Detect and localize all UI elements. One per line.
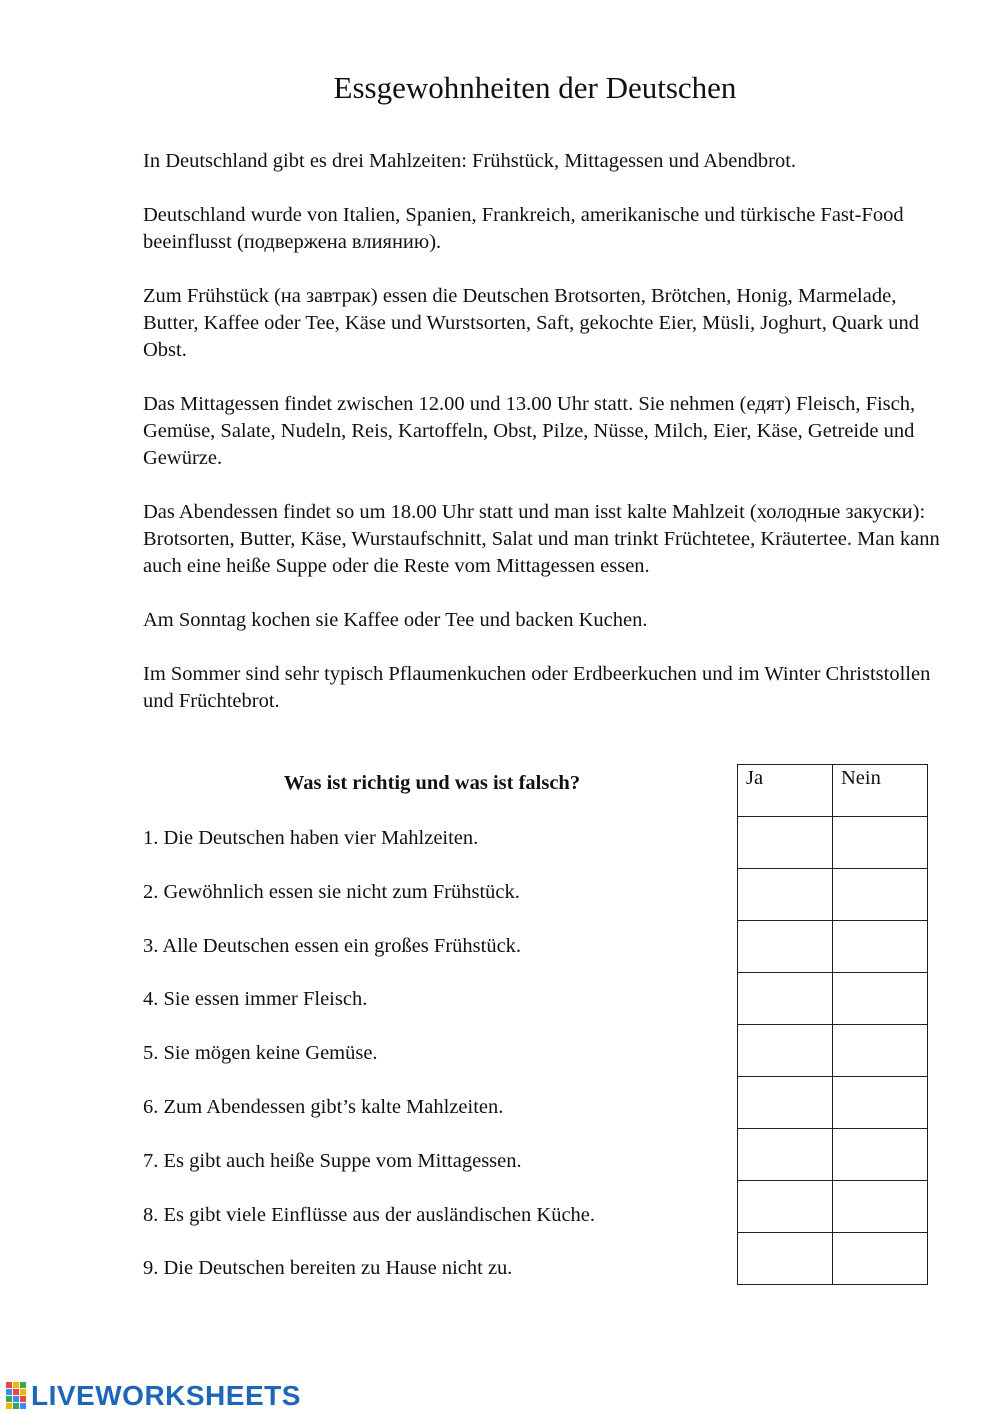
answer-cell-ja-7[interactable] xyxy=(738,1129,833,1181)
answer-cell-nein-7[interactable] xyxy=(833,1129,928,1181)
statement-5: 5. Sie mögen keine Gemüse. xyxy=(143,1042,378,1065)
statement-9: 9. Die Deutschen bereiten zu Hause nicht zu. xyxy=(143,1257,513,1280)
answer-table-header xyxy=(738,765,928,817)
paragraph: Im Sommer sind sehr typisch Pflaumenkuchen oder Erdbeerkuchen und im Winter Christstollen und Früchtebrot. xyxy=(143,663,931,712)
column-header-ja: Ja xyxy=(738,765,833,817)
liveworksheets-logo[interactable] xyxy=(6,1380,301,1412)
answer-row-5 xyxy=(738,1025,928,1077)
answer-cell-nein-1[interactable] xyxy=(833,817,928,869)
answer-row-6 xyxy=(738,1077,928,1129)
column-header-nein: Nein xyxy=(833,765,928,817)
statement-1: 1. Die Deutschen haben vier Mahlzeiten. xyxy=(143,827,479,849)
statement-2: 2. Gewöhnlich essen sie nicht zum Frühstück. xyxy=(143,880,520,903)
answer-row-4 xyxy=(738,973,928,1025)
paragraph: Deutschland wurde von Italien, Spanien, Frankreich, amerikanische und türkische Fast-Food beeinflusst (подвержена влиянию). xyxy=(143,204,904,253)
paragraph: Zum Frühstück (на завтрак) essen die Deutschen Brotsorten, Brötchen, Honig, Marmelade, Butter, Kaffee oder Tee, Käse und Wurstsorten, Saft, gekochte Eier, Müsli, Joghurt, Quark und Obst. xyxy=(143,285,920,361)
statement-4: 4. Sie essen immer Fleisch. xyxy=(143,988,368,1011)
answer-row-3 xyxy=(738,921,928,973)
answer-table xyxy=(737,764,928,1285)
liveworksheets-logo-text: LIVEWORKSHEETS xyxy=(31,1380,301,1411)
answer-cell-ja-9[interactable] xyxy=(738,1233,833,1285)
statement-3: 3. Alle Deutschen essen ein großes Frühstück. xyxy=(143,934,522,957)
paragraph: Am Sonntag kochen sie Kaffee oder Tee und backen Kuchen. xyxy=(143,609,648,631)
answer-row-7 xyxy=(738,1129,928,1181)
reading-text xyxy=(143,148,943,742)
answer-cell-nein-9[interactable] xyxy=(833,1233,928,1285)
answer-cell-ja-6[interactable] xyxy=(738,1077,833,1129)
answer-cell-nein-3[interactable] xyxy=(833,921,928,973)
answer-cell-nein-2[interactable] xyxy=(833,869,928,921)
quiz-heading: Was ist richtig und was ist falsch? xyxy=(283,772,581,794)
liveworksheets-logo-icon xyxy=(6,1382,28,1410)
answer-cell-ja-3[interactable] xyxy=(738,921,833,973)
answer-cell-nein-6[interactable] xyxy=(833,1077,928,1129)
answer-cell-ja-2[interactable] xyxy=(738,869,833,921)
page-title: Essgewohnheiten der Deutschen xyxy=(333,70,737,105)
statement-list xyxy=(143,818,723,1302)
statement-8: 8. Es gibt viele Einflüsse aus der ausländischen Küche. xyxy=(143,1203,596,1226)
answer-row-1 xyxy=(738,817,928,869)
paragraph: In Deutschland gibt es drei Mahlzeiten: Frühstück, Mittagessen und Abendbrot. xyxy=(143,150,797,172)
paragraph: Das Abendessen findet so um 18.00 Uhr statt und man isst kalte Mahlzeit (холодные закуски): Brotsorten, Butter, Käse, Wurstaufschnitt, Salat und man trinkt Früchtetee, Kräutertee. Man kann auch eine heiße Suppe oder die Reste vom Mittagessen essen. xyxy=(143,501,940,577)
answer-cell-nein-5[interactable] xyxy=(833,1025,928,1077)
answer-row-8 xyxy=(738,1181,928,1233)
paragraph: Das Mittagessen findet zwischen 12.00 und 13.00 Uhr statt. Sie nehmen (едят) Fleisch, Fisch, Gemüse, Salate, Nudeln, Reis, Kartoffeln, Obst, Pilze, Nüsse, Milch, Eier, Käse, Getreide und Gewürze. xyxy=(143,393,916,469)
answer-cell-nein-4[interactable] xyxy=(833,973,928,1025)
answer-row-2 xyxy=(738,869,928,921)
answer-row-9 xyxy=(738,1233,928,1285)
answer-cell-ja-4[interactable] xyxy=(738,973,833,1025)
answer-cell-ja-5[interactable] xyxy=(738,1025,833,1077)
answer-cell-ja-1[interactable] xyxy=(738,817,833,869)
answer-cell-nein-8[interactable] xyxy=(833,1181,928,1233)
statement-7: 7. Es gibt auch heiße Suppe vom Mittagessen. xyxy=(143,1149,522,1172)
answer-cell-ja-8[interactable] xyxy=(738,1181,833,1233)
statement-6: 6. Zum Abendessen gibt’s kalte Mahlzeiten. xyxy=(143,1095,504,1118)
